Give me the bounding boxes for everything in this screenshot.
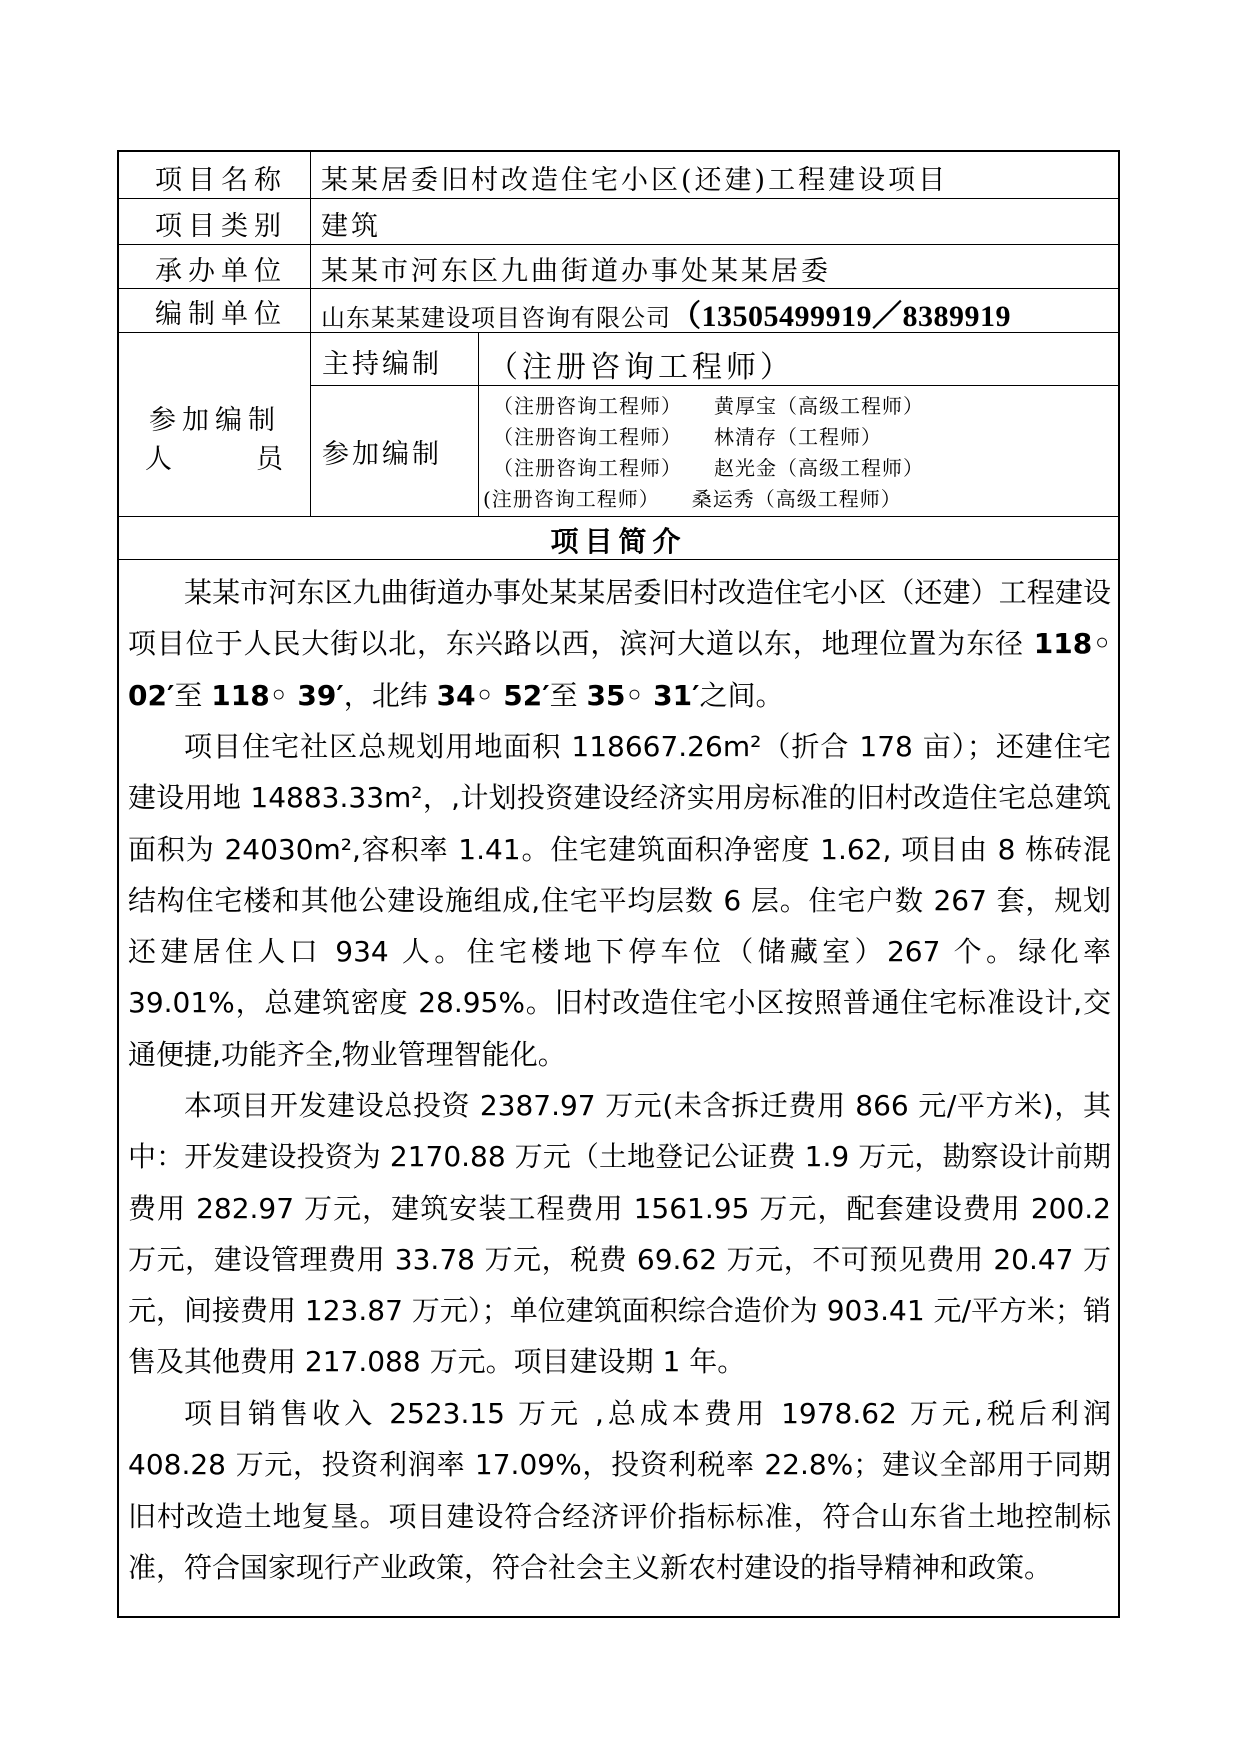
intro-paragraph-planning: 项目住宅社区总规划用地面积 118667.26m²（折合 178 亩）；还建住宅建设用地 14883.33m²，,计划投资建设经济实用房标准的旧村改造住宅总建筑面积为 24030m²,容积率 1.41。住宅建筑面积净密度 1.62, 项目由 8 栋砖混结构住宅楼和其他公建设施组成,住宅平均层数 6 层。住宅户数 267 套，规划还建居住人口 934 人。住宅楼地下停车位（储藏室）267 个。绿化率 39.01%，总建筑密度 28.95%。旧村改造住宅小区按照普通住宅标准设计,交通便捷,功能齐全,物业管理智能化。: [128, 730, 1111, 1071]
participants-label-person: 人: [145, 444, 178, 475]
project-category-label: 项目类别: [155, 211, 287, 242]
document-frame: [117, 150, 1120, 1618]
row-divider: [119, 516, 1118, 517]
chief-compiler-label: 主持编制: [322, 349, 442, 380]
section-title: 项目简介: [550, 525, 687, 558]
latitude-end: 35◦ 31′: [586, 678, 700, 712]
longitude-end: 118◦ 39′: [211, 678, 344, 712]
chief-compiler-value: （注册咨询工程师）: [488, 350, 794, 385]
longitude-start: 118◦ 02′: [128, 627, 1112, 712]
location-text: 至: [549, 678, 587, 712]
project-name-label: 项目名称: [155, 165, 287, 196]
row-divider: [119, 198, 1118, 199]
undertaking-unit-value: 某某市河东区九曲街道办事处某某居委: [321, 256, 831, 287]
member-row: （注册咨询工程师） 赵光金（高级工程师）: [493, 456, 924, 480]
compiling-unit-value: [321, 291, 1011, 335]
location-text: 至: [174, 678, 212, 712]
project-category-value: 建筑: [321, 211, 381, 242]
members-label: 参加编制: [322, 439, 442, 470]
compiling-unit-phone: （13505499919／8389919: [671, 300, 1011, 333]
location-text: ，北纬: [343, 678, 437, 712]
location-text: 某某市河东区九曲街道办事处某某居委旧村改造住宅小区（还建）工程建设项目位于人民大街以北，东兴路以西，滨河大道以东，地理位置为东径: [128, 576, 1111, 661]
compiling-unit-name: 山东某某建设项目咨询有限公司: [321, 304, 671, 332]
member-row: （注册咨询工程师） 林清存（工程师）: [493, 425, 882, 449]
row-divider: [119, 288, 1118, 289]
participants-label-staff: 员: [256, 444, 289, 475]
location-text: 之间。: [699, 678, 784, 712]
column-divider: [478, 332, 479, 516]
compiling-unit-label: 编制单位: [155, 299, 287, 330]
participants-label: 参加编制: [149, 405, 281, 436]
project-name-value: 某某居委旧村改造住宅小区(还建)工程建设项目: [321, 165, 949, 196]
intro-paragraph-returns: 项目销售收入 2523.15 万元 ,总成本费用 1978.62 万元,税后利润 408.28 万元，投资利润率 17.09%，投资利税率 22.8%；建议全部用于同期旧村改造土地复垦。项目建设符合经济评价指标标准，符合山东省土地控制标准，符合国家现行产业政策，符合社会主义新农村建设的指导精神和政策。: [128, 1397, 1111, 1584]
row-divider: [119, 244, 1118, 245]
intro-paragraph-investment: 本项目开发建设总投资 2387.97 万元(未含拆迁费用 866 元/平方米)，其中：开发建设投资为 2170.88 万元（土地登记公证费 1.9 万元，勘察设计前期费用 282.97 万元，建筑安装工程费用 1561.95 万元，配套建设费用 200.2 万元，建设管理费用 33.78 万元，税费 69.62 万元，不可预见费用 20.47 万元，间接费用 123.87 万元）；单位建筑面积综合造价为 903.41 元/平方米；销售及其他费用 217.088 万元。项目建设期 1 年。: [128, 1089, 1111, 1379]
latitude-start: 34◦ 52′: [436, 678, 550, 712]
undertaking-unit-label: 承办单位: [155, 256, 287, 287]
member-row: (注册咨询工程师） 桑运秀（高级工程师）: [483, 487, 902, 511]
column-divider: [310, 152, 311, 516]
intro-paragraph-location: [128, 567, 1111, 721]
member-row: （注册咨询工程师） 黄厚宝（高级工程师）: [493, 394, 924, 418]
